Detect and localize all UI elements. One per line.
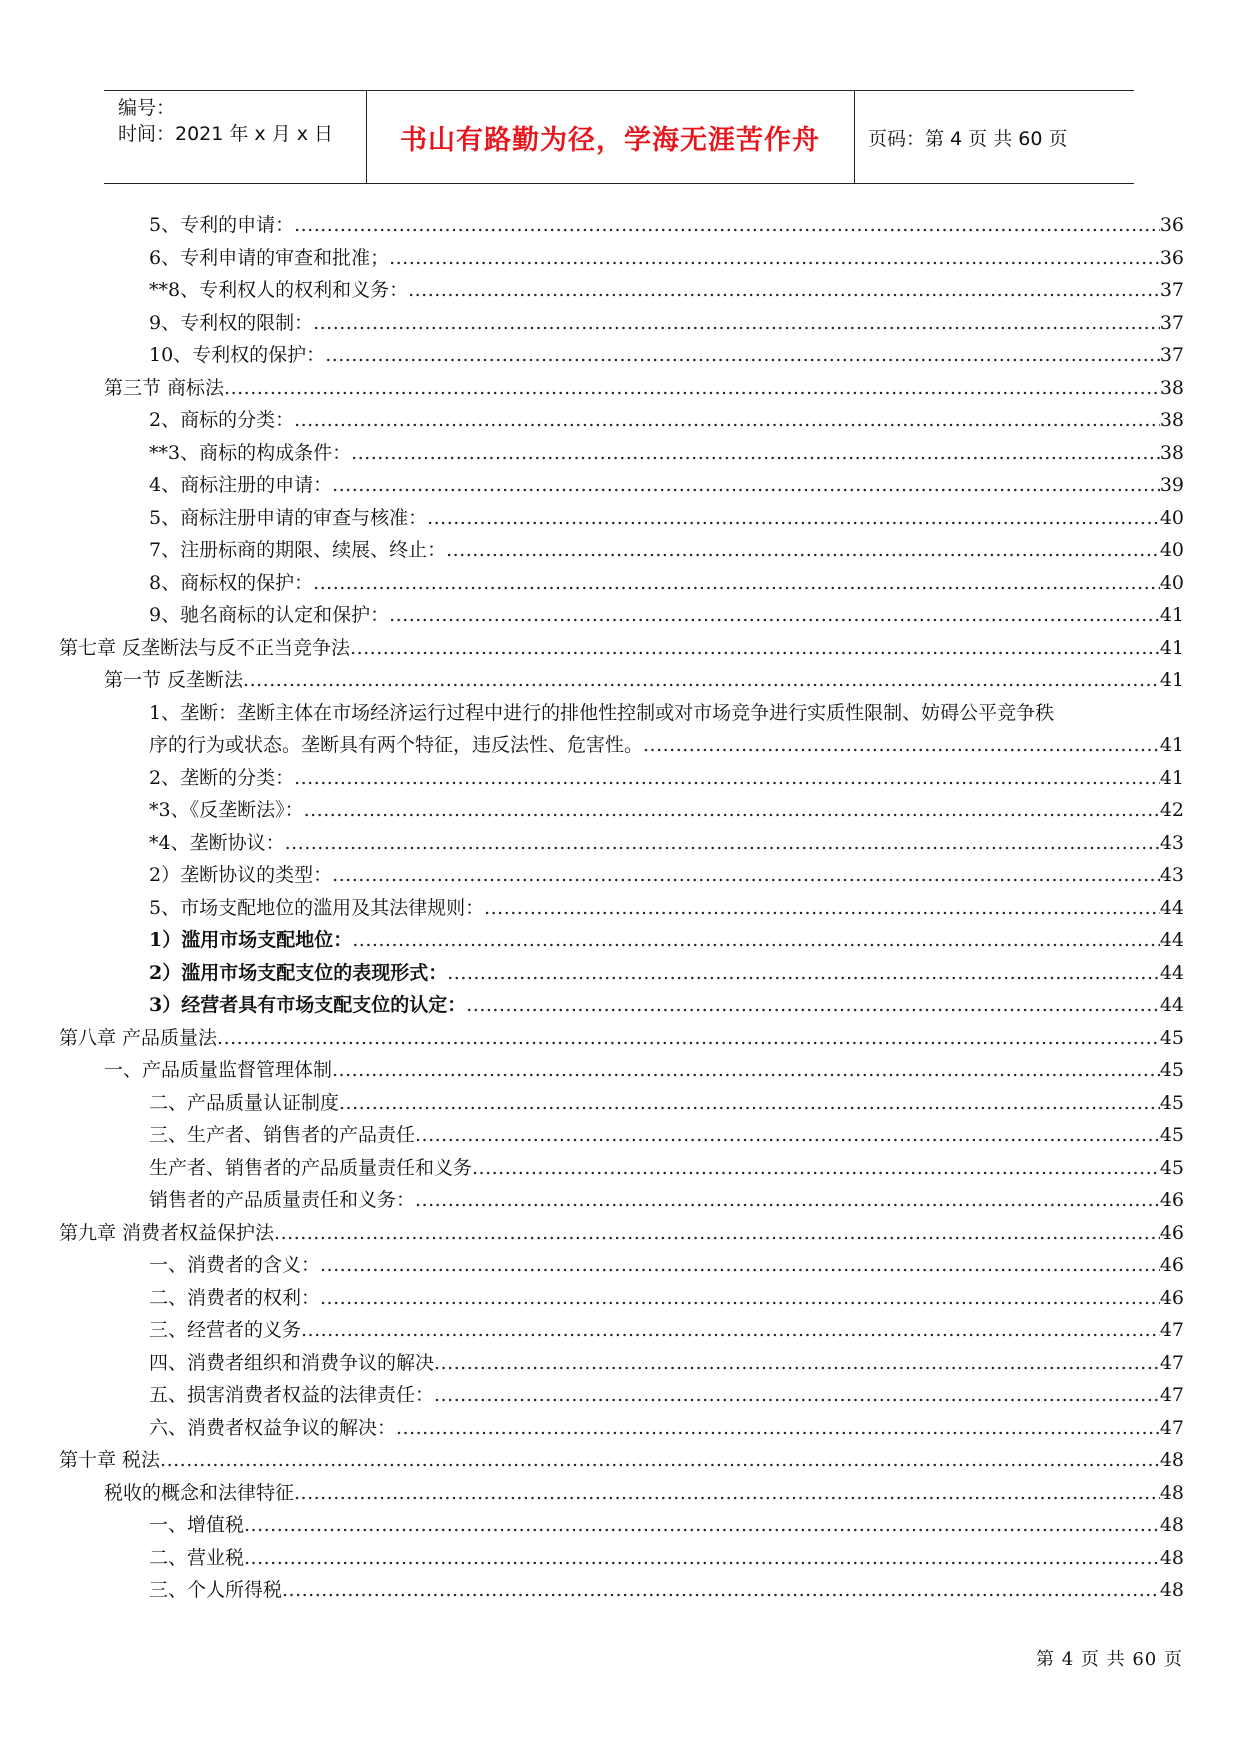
toc-entry[interactable] — [149, 342, 1184, 368]
toc-entry-title: **8、专利权人的权利和义务： — [149, 279, 409, 301]
toc-page-number: 44 — [1159, 994, 1184, 1016]
toc-entry[interactable] — [149, 1155, 1184, 1181]
toc-entry-title: 7、注册标商的期限、续展、终止： — [149, 539, 447, 561]
toc-entry[interactable] — [149, 1187, 1184, 1213]
toc-page-number: 46 — [1159, 1254, 1184, 1276]
toc-leader-dots — [350, 635, 1160, 661]
toc-leader-dots — [313, 310, 1160, 336]
toc-entry-title: 三、个人所得税 — [149, 1579, 283, 1601]
toc-entry[interactable] — [149, 1350, 1184, 1376]
toc-leader-dots — [244, 1545, 1160, 1571]
toc-leader-dots — [217, 1025, 1160, 1051]
toc-leader-dots — [484, 895, 1160, 921]
toc-entry[interactable] — [149, 602, 1184, 628]
toc-entry-title: 2）垄断协议的类型： — [149, 864, 333, 886]
toc-entry-title: 六、消费者权益争议的解决： — [149, 1416, 397, 1439]
toc-entry-title: 2、商标的分类： — [149, 409, 295, 431]
toc-entry[interactable] — [149, 310, 1184, 336]
toc-page-number: 43 — [1159, 864, 1184, 886]
toc-entry-title: 5、商标注册申请的审查与核准： — [149, 506, 428, 529]
toc-entry[interactable] — [104, 1480, 1184, 1506]
toc-leader-dots — [285, 830, 1160, 856]
toc-page-number: 45 — [1159, 1026, 1184, 1049]
toc-leader-dots — [643, 732, 1160, 758]
toc-page-number: 45 — [1159, 1091, 1184, 1114]
time-label: 时间：2021 年 x 月 x 日 — [118, 123, 334, 145]
toc-entry[interactable] — [149, 1122, 1184, 1148]
toc-entry[interactable] — [149, 1382, 1184, 1408]
toc-entry[interactable] — [149, 1577, 1184, 1603]
toc-leader-dots — [434, 1382, 1160, 1408]
page-footer: 第 4 页 共 60 页 — [1036, 1649, 1183, 1670]
toc-entry-title: 一、消费者的含义： — [149, 1254, 321, 1276]
toc-page-number: 40 — [1159, 539, 1184, 561]
toc-page-number: 39 — [1159, 474, 1184, 496]
page-header — [104, 90, 1134, 184]
toc-leader-dots — [243, 667, 1160, 693]
toc-entry[interactable] — [59, 635, 1184, 661]
toc-leader-dots — [294, 212, 1160, 238]
toc-entry-title: 二、产品质量认证制度 — [149, 1091, 340, 1114]
toc-page-number: 37 — [1159, 279, 1184, 301]
toc-entry[interactable] — [149, 765, 1184, 791]
toc-entry[interactable] — [149, 1090, 1184, 1116]
toc-entry-title: 第三节 商标法 — [104, 376, 225, 399]
toc-leader-dots — [320, 1285, 1160, 1311]
toc-entry-title: 4、商标注册的申请： — [149, 474, 333, 496]
number-label: 编号： — [118, 97, 176, 119]
toc-entry-title: *3、《反垄断法》： — [149, 799, 304, 821]
toc-entry-title: 9、驰名商标的认定和保护： — [149, 604, 390, 626]
toc-leader-dots — [434, 1350, 1160, 1376]
toc-entry[interactable] — [149, 570, 1184, 596]
toc-page-number: 36 — [1159, 214, 1184, 236]
toc-entry-title: 1）滥用市场支配地位： — [149, 929, 353, 951]
toc-entry[interactable] — [149, 505, 1184, 531]
toc-page-number: 41 — [1159, 669, 1184, 691]
toc-page-number: 40 — [1159, 506, 1184, 529]
toc-entry-title: 一、增值税 — [149, 1514, 245, 1536]
toc-leader-dots — [352, 927, 1160, 953]
toc-entry[interactable] — [149, 895, 1184, 921]
toc-leader-dots — [351, 440, 1160, 466]
toc-page-number: 45 — [1159, 1156, 1184, 1179]
toc-page-number: 48 — [1159, 1514, 1184, 1536]
toc-leader-dots — [472, 1155, 1160, 1181]
toc-leader-dots — [301, 1317, 1160, 1343]
toc-entry[interactable] — [149, 797, 1184, 823]
toc-leader-dots — [408, 277, 1160, 303]
toc-entry-title: 三、经营者的义务 — [149, 1319, 302, 1341]
toc-entry[interactable] — [104, 1057, 1184, 1083]
toc-leader-dots — [415, 1122, 1160, 1148]
toc-page-number: 47 — [1159, 1384, 1184, 1406]
toc-page-number: 37 — [1159, 344, 1184, 366]
toc-entry-title: 9、专利权的限制： — [149, 311, 314, 334]
toc-entry[interactable] — [149, 927, 1184, 953]
toc-page-number: 48 — [1159, 1546, 1184, 1569]
toc-entry-title: 一、产品质量监督管理体制 — [104, 1059, 333, 1081]
toc-page-number: 38 — [1159, 376, 1184, 399]
toc-leader-dots — [446, 537, 1160, 563]
toc-page-number: 47 — [1159, 1416, 1184, 1439]
toc-entry-title: 6、专利申请的审查和批准； — [149, 246, 390, 269]
toc-leader-dots — [313, 570, 1160, 596]
toc-page-number: 42 — [1159, 799, 1184, 821]
toc-entry[interactable] — [149, 1415, 1184, 1441]
toc-leader-dots — [160, 1447, 1160, 1473]
toc-entry[interactable] — [104, 375, 1184, 401]
toc-leader-dots — [294, 407, 1160, 433]
toc-entry[interactable] — [149, 1252, 1184, 1278]
toc-page-number: 41 — [1159, 734, 1184, 756]
toc-entry[interactable] — [149, 245, 1184, 271]
toc-leader-dots — [294, 1480, 1160, 1506]
toc-page-number: 48 — [1159, 1449, 1184, 1471]
toc-entry-title: 税收的概念和法律特征 — [104, 1481, 295, 1504]
toc-entry-title: 生产者、销售者的产品质量责任和义务 — [149, 1156, 473, 1179]
toc-entry-title: 销售者的产品质量责任和义务： — [149, 1189, 416, 1211]
toc-entry[interactable] — [149, 830, 1184, 856]
toc-page-number: 46 — [1159, 1221, 1184, 1244]
toc-entry-title: 序的行为或状态。垄断具有两个特征，违反法性、危害性。 — [149, 734, 644, 756]
toc-page-number: 36 — [1159, 246, 1184, 269]
toc-entry[interactable] — [59, 1447, 1184, 1473]
header-page-label: 页码：第 4 页 共 60 页 — [868, 127, 1068, 150]
toc-leader-dots — [282, 1577, 1160, 1603]
toc-entry-title: 四、消费者组织和消费争议的解决 — [149, 1351, 435, 1374]
toc-page-number: 41 — [1159, 766, 1184, 789]
toc-page-number: 38 — [1159, 409, 1184, 431]
toc-page-number: 41 — [1159, 636, 1184, 659]
toc-entry[interactable] — [149, 992, 1184, 1018]
toc-page-number: 40 — [1159, 571, 1184, 594]
toc-page-number: 41 — [1159, 604, 1184, 626]
toc-leader-dots — [304, 797, 1160, 823]
toc-page-number: 48 — [1159, 1481, 1184, 1504]
toc-entry[interactable] — [149, 1512, 1184, 1538]
toc-entry-title: 第一节 反垄断法 — [104, 669, 244, 691]
toc-entry[interactable] — [149, 407, 1184, 433]
toc-leader-dots — [274, 1220, 1160, 1246]
toc-leader-dots — [447, 960, 1160, 986]
toc-leader-dots — [415, 1187, 1160, 1213]
toc-entry[interactable] — [149, 537, 1184, 563]
toc-entry-title: 二、营业税 — [149, 1546, 245, 1569]
toc-entry[interactable] — [149, 1285, 1184, 1311]
toc-leader-dots — [339, 1090, 1160, 1116]
toc-leader-dots — [466, 992, 1160, 1018]
toc-leader-dots — [332, 1057, 1160, 1083]
toc-leader-dots — [427, 505, 1160, 531]
toc-entry-title: 二、消费者的权利： — [149, 1286, 321, 1309]
toc-page-number: 44 — [1159, 896, 1184, 919]
toc-entry[interactable] — [149, 1545, 1184, 1571]
toc-entry-title: 10、专利权的保护： — [149, 344, 326, 366]
toc-entry-title: 2）滥用市场支配支位的表现形式： — [149, 961, 448, 984]
toc-entry[interactable] — [149, 277, 1184, 303]
toc-entry[interactable] — [149, 440, 1184, 466]
toc-entry[interactable] — [149, 1317, 1184, 1343]
toc-entry-title: 5、市场支配地位的滥用及其法律规则： — [149, 896, 485, 919]
toc-page-number: 46 — [1159, 1189, 1184, 1211]
toc-page-number: 46 — [1159, 1286, 1184, 1309]
toc-entry-title: 五、损害消费者权益的法律责任： — [149, 1384, 435, 1406]
header-meta — [104, 91, 367, 183]
toc-leader-dots — [332, 472, 1160, 498]
toc-entry[interactable] — [149, 960, 1184, 986]
toc-page-number: 37 — [1159, 311, 1184, 334]
toc-entry[interactable] — [59, 1025, 1184, 1051]
toc-entry-title: 第十章 税法 — [59, 1449, 161, 1471]
toc-entry-title: 8、商标权的保护： — [149, 571, 314, 594]
toc-entry[interactable] — [149, 472, 1184, 498]
toc-entry-title: 第七章 反垄断法与反不正当竞争法 — [59, 636, 351, 659]
toc-entry-title: 2、垄断的分类： — [149, 766, 295, 789]
toc-page-number: 48 — [1159, 1579, 1184, 1601]
toc-page-number: 44 — [1159, 929, 1184, 951]
toc-leader-dots — [224, 375, 1160, 401]
toc-entry[interactable] — [149, 212, 1184, 238]
toc-entry[interactable] — [104, 667, 1184, 693]
toc-entry-title: 3）经营者具有市场支配支位的认定： — [149, 994, 467, 1016]
toc-entry-title: **3、商标的构成条件： — [149, 441, 352, 464]
toc-entry-text: 1、垄断：垄断主体在市场经济运行过程中进行的排他性控制或对市场竞争进行实质性限制、妨碍公平竞争秩 — [149, 701, 1055, 724]
toc-leader-dots — [320, 1252, 1160, 1278]
toc-entry-title: 第八章 产品质量法 — [59, 1026, 218, 1049]
toc-leader-dots — [294, 765, 1160, 791]
toc-page-number: 47 — [1159, 1319, 1184, 1341]
toc-entry-title: 5、专利的申请： — [149, 214, 295, 236]
toc-entry-title: 第九章 消费者权益保护法 — [59, 1221, 275, 1244]
toc-page-number: 45 — [1159, 1059, 1184, 1081]
toc-leader-dots — [325, 342, 1160, 368]
toc-page-number: 44 — [1159, 961, 1184, 984]
toc-page-number: 38 — [1159, 441, 1184, 464]
toc-entry-title: *4、垄断协议： — [149, 831, 285, 854]
header-motto: 书山有路勤为径，学海无涯苦作舟 — [366, 91, 855, 183]
toc-page-number: 45 — [1159, 1124, 1184, 1146]
toc-leader-dots — [396, 1415, 1160, 1441]
toc-leader-dots — [389, 245, 1160, 271]
toc-page-number: 43 — [1159, 831, 1184, 854]
toc-page-number: 47 — [1159, 1351, 1184, 1374]
toc-leader-dots — [389, 602, 1160, 628]
toc-entry[interactable] — [149, 732, 1184, 758]
toc-leader-dots — [332, 862, 1160, 888]
toc-entry[interactable] — [59, 1220, 1184, 1246]
toc-leader-dots — [244, 1512, 1160, 1538]
toc-entry[interactable] — [149, 862, 1184, 888]
toc-entry-title: 三、生产者、销售者的产品责任 — [149, 1124, 416, 1146]
